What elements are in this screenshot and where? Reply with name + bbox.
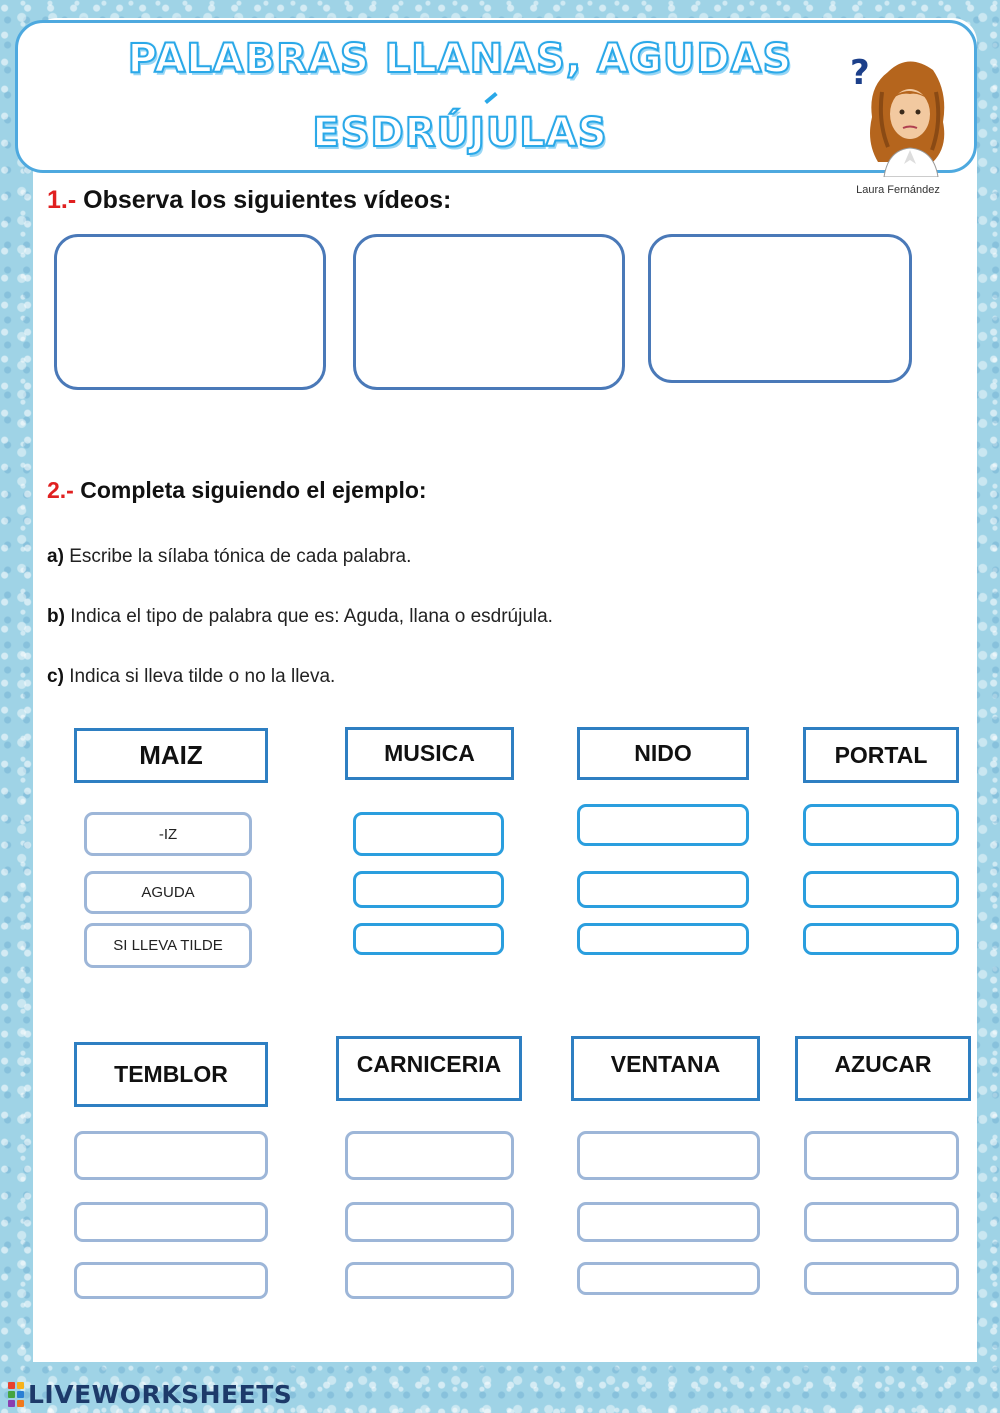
- answer-type[interactable]: [345, 1202, 514, 1242]
- instruction-letter: a): [47, 546, 64, 567]
- liveworksheets-logo-icon: [8, 1382, 24, 1407]
- page-title-line2: ESDRÚJULAS: [312, 110, 608, 156]
- instruction-b: [47, 606, 553, 628]
- word-card-musica: MUSICA: [345, 727, 514, 780]
- video-box-3[interactable]: [648, 234, 912, 383]
- section2-title: Completa siguiendo el ejemplo:: [80, 477, 427, 503]
- answer-syllable[interactable]: [577, 1131, 760, 1180]
- footer-brand[interactable]: [8, 1378, 292, 1410]
- word-card-temblor: TEMBLOR: [74, 1042, 268, 1107]
- author-name: Laura Fernández: [856, 184, 940, 196]
- instruction-c: [47, 666, 335, 688]
- answer-type[interactable]: [803, 871, 959, 908]
- answer-tilde[interactable]: [577, 923, 749, 955]
- section1-title: Observa los siguientes vídeos:: [83, 186, 452, 214]
- video-box-2[interactable]: [353, 234, 625, 390]
- answer-tilde[interactable]: [74, 1262, 268, 1299]
- instruction-text: Escribe la sílaba tónica de cada palabra.: [69, 546, 412, 567]
- word-card-azucar: AZUCAR: [795, 1036, 971, 1101]
- answer-type[interactable]: [804, 1202, 959, 1242]
- answer-syllable[interactable]: [803, 804, 959, 846]
- instruction-letter: b): [47, 606, 65, 627]
- brand-name: LIVEWORKSHEETS: [28, 1379, 293, 1409]
- video-box-1[interactable]: [54, 234, 326, 390]
- answer-tilde[interactable]: [345, 1262, 514, 1299]
- answer-type[interactable]: AGUDA: [84, 871, 252, 914]
- answer-type[interactable]: [353, 871, 504, 908]
- word-card-maiz: MAIZ: [74, 728, 268, 783]
- answer-syllable[interactable]: [804, 1131, 959, 1180]
- answer-syllable[interactable]: [353, 812, 504, 856]
- answer-syllable[interactable]: [74, 1131, 268, 1180]
- section2-number: 2.-: [47, 477, 74, 503]
- answer-syllable[interactable]: [577, 804, 749, 846]
- instruction-text: Indica si lleva tilde o no la lleva.: [69, 666, 336, 687]
- answer-syllable[interactable]: -IZ: [84, 812, 252, 856]
- page-title-line1: PALABRAS LLANAS, AGUDAS: [127, 36, 793, 82]
- answer-type[interactable]: [74, 1202, 268, 1242]
- instruction-letter: c): [47, 666, 64, 687]
- instruction-a: [47, 546, 411, 568]
- answer-type[interactable]: [577, 1202, 760, 1242]
- word-card-nido: NIDO: [577, 727, 749, 780]
- question-mark-icon: ?: [850, 53, 870, 93]
- answer-tilde[interactable]: [577, 1262, 760, 1295]
- teacher-avatar: [848, 52, 958, 177]
- answer-syllable[interactable]: [345, 1131, 514, 1180]
- word-card-ventana: VENTANA: [571, 1036, 760, 1101]
- section2-heading: [47, 477, 427, 504]
- answer-tilde[interactable]: [803, 923, 959, 955]
- answer-tilde[interactable]: [804, 1262, 959, 1295]
- section1-heading: [47, 186, 451, 215]
- answer-tilde[interactable]: [353, 923, 504, 955]
- instruction-text: Indica el tipo de palabra que es: Aguda, llana o esdrújula.: [70, 606, 553, 627]
- answer-type[interactable]: [577, 871, 749, 908]
- section1-number: 1.-: [47, 186, 77, 214]
- word-card-carniceria: CARNICERIA: [336, 1036, 522, 1101]
- word-card-portal: PORTAL: [803, 727, 959, 783]
- answer-tilde[interactable]: SI LLEVA TILDE: [84, 923, 252, 968]
